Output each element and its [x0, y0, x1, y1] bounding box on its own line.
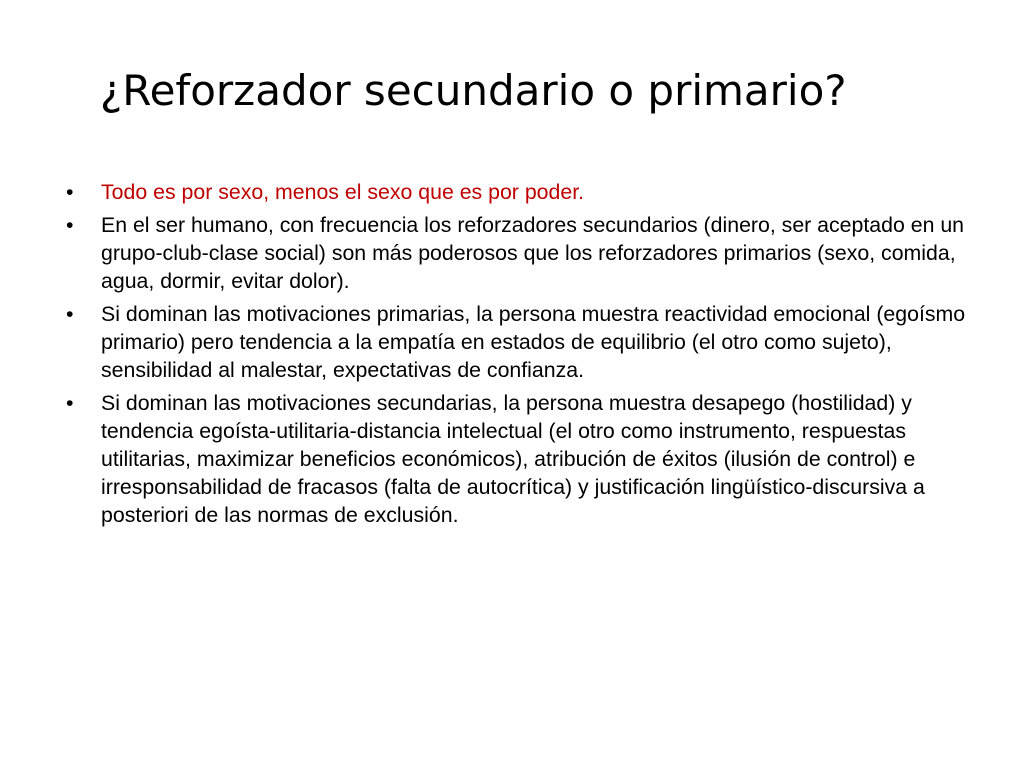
bullet-marker: • — [66, 302, 74, 326]
bullet-text: En el ser humano, con frecuencia los reforzadores secundarios (dinero, ser aceptado en un grupo-club-clase social) son más poderosos que los reforzadores primarios (sexo, comida, agua, dormir, evitar dolor). — [101, 213, 965, 293]
bullet-text: Si dominan las motivaciones secundarias, la persona muestra desapego (hostilidad) y tendencia egoísta-utilitaria-distancia intelectual (el otro como instrumento, respuestas utilitarias, maximizar beneficios económicos), atribución de éxitos (ilusión de control) e irresponsabilidad de fracasos (falta de autocrítica) y justificación lingüístico-discursiva a posteriori de las normas de exclusión. — [101, 391, 925, 527]
bullet-list — [66, 178, 971, 534]
slide-title: ¿Reforzador secundario o primario? — [100, 66, 847, 115]
bullet-marker: • — [66, 180, 74, 204]
bullet-marker: • — [66, 391, 74, 415]
bullet-marker: • — [66, 213, 74, 237]
bullet-item-3 — [66, 300, 971, 384]
bullet-item-1 — [66, 178, 971, 206]
bullet-item-4 — [66, 389, 971, 529]
bullet-text: Todo es por sexo, menos el sexo que es por poder. — [101, 180, 585, 204]
bullet-text: Si dominan las motivaciones primarias, la persona muestra reactividad emocional (egoísmo primario) pero tendencia a la empatía en estados de equilibrio (el otro como sujeto), sensibilidad al malestar, expectativas de confianza. — [101, 302, 966, 382]
bullet-item-2 — [66, 211, 971, 295]
